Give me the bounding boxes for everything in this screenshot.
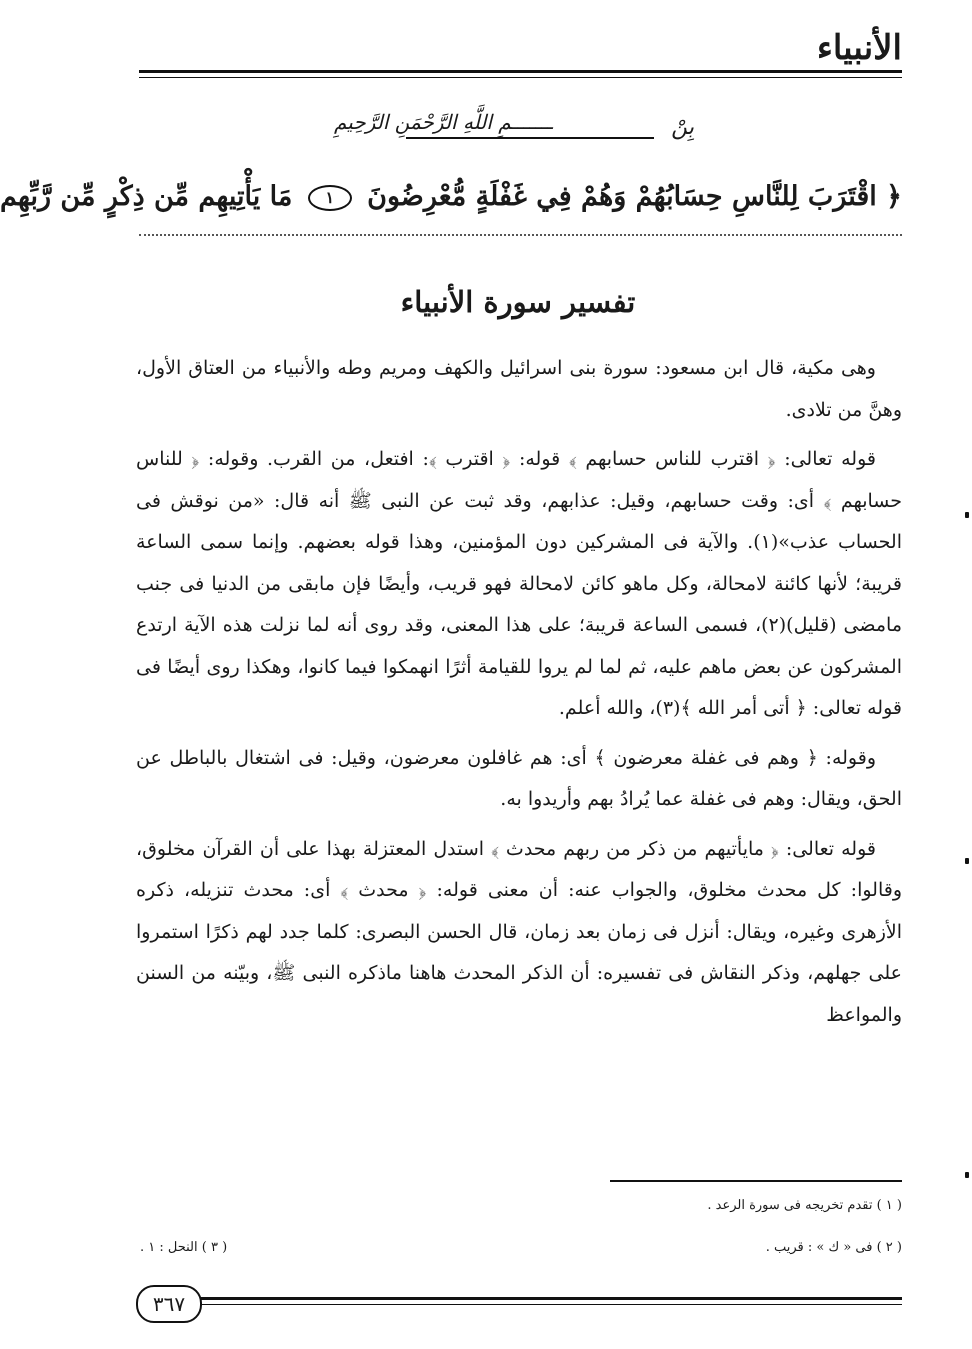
footnote-2: ( ٢ ) فى « ك » : قريب . xyxy=(765,1240,902,1255)
commentary-body xyxy=(136,348,902,1044)
verse-part-2: مَا يَأْتِيهِم مِّن ذِكْرٍ مِّن رَّبِّهِم xyxy=(0,181,293,212)
footer-rule-thick xyxy=(196,1297,902,1300)
margin-mark xyxy=(965,512,969,518)
margin-mark xyxy=(965,858,969,864)
footnote-3: ( ٣ ) النحل : ١ . xyxy=(140,1240,228,1255)
section-title: تفسير سورة الأنبياء xyxy=(400,285,636,319)
header-rule-thin xyxy=(139,77,902,78)
basmala xyxy=(334,106,694,150)
verse-part-1: ﴿ اقْتَرَبَ لِلنَّاسِ حِسَابُهُمْ وَهُمْ فِي غَفْلَةٍ مُّعْرِضُونَ xyxy=(367,181,902,212)
footnote-rule xyxy=(610,1180,902,1182)
paragraph: قوله تعالى: ﴿ اقترب للناس حسابهم ﴾ قوله: ﴿ اقترب ﴾: افتعل، من القرب. وقوله: ﴿ للناس حسابهم ﴾ أى: وقت حسابهم، وقيل: عذابهم، وقد ثبت عن النبى ﷺ أنه قال: «من نوقش فى الحساب عذب»(١). والآية فى المشركين دون المؤمنين، وهذا قوله بعضهم. وإنما سمى الساعة قريبة؛ لأنها كائنة لامحالة، وكل ماهو كائن لامحالة فهو قريب، وأيضًا فإن مابقى من الدنيا فى جنب مامضى (قليل)(٢)، فسمى الساعة قريبة؛ على هذا المعنى، وقد روى أنه لما نزلت هذه الآية ارتدع المشركون عن بعض ماهم عليه، ثم لما لم يروا للقيامة أثرًا انهمكوا فيما كانوا، وهكذا روى أيضًا فى قوله تعالى: ﴿ أتى أمر الله ﴾(٣)، والله أعلم. xyxy=(136,448,902,719)
header-rule-thick xyxy=(139,70,902,73)
quran-verse xyxy=(0,172,902,222)
running-header-title: الأنبياء xyxy=(816,28,902,68)
basmala-rest: ـــــــمِ اللَّهِ الرَّحْمَنِ الرَّحِيمِ xyxy=(334,110,553,134)
paragraph: قوله تعالى: ﴿ مايأتيهم من ذكر من ربهم محدث ﴾ استدل المعتزلة بهذا على أن القرآن مخلوق، وقالوا: كل محدث مخلوق، والجواب عنه: أن معنى قوله: ﴿ محدث ﴾ أى: محدث تنزيله، ذكره الأزهرى وغيره، ويقال: أنزل فى زمان بعد زمان، قال الحسن البصرى: كلما جدد لهم ذكرًا استمروا على جهلهم، وذكر النقاش فى تفسيره: أن الذكر المحدث هاهنا ماذكره النبى ﷺ، وبيّنه من السنن والمواعظ xyxy=(136,837,902,1026)
margin-mark xyxy=(965,1172,969,1178)
paragraph: وهى مكية، قال ابن مسعود: سورة بنى اسرائيل والكهف ومريم وطه والأنبياء من العتاق الأول، وهنَّ من تلادى. xyxy=(136,357,902,421)
footnote-1: ( ١ ) تقدم تخريجه فى سورة الرعد . xyxy=(707,1198,902,1213)
page-number: ٣٦٧ xyxy=(136,1285,202,1323)
verse-number-marker: ١ xyxy=(308,185,352,211)
footer-rule-thin xyxy=(196,1304,902,1305)
basmala-start: بِنْ xyxy=(671,115,694,140)
paragraph: وقوله: ﴿ وهم فى غفلة معرضون ﴾ أى: هم غافلون معرضون، وقيل: فى اشتغال بالباطل عن الحق، ويقال: وهم فى غفلة عما يُرادُ بهم وأريدوا به. xyxy=(136,746,902,810)
verse-divider xyxy=(139,234,902,236)
